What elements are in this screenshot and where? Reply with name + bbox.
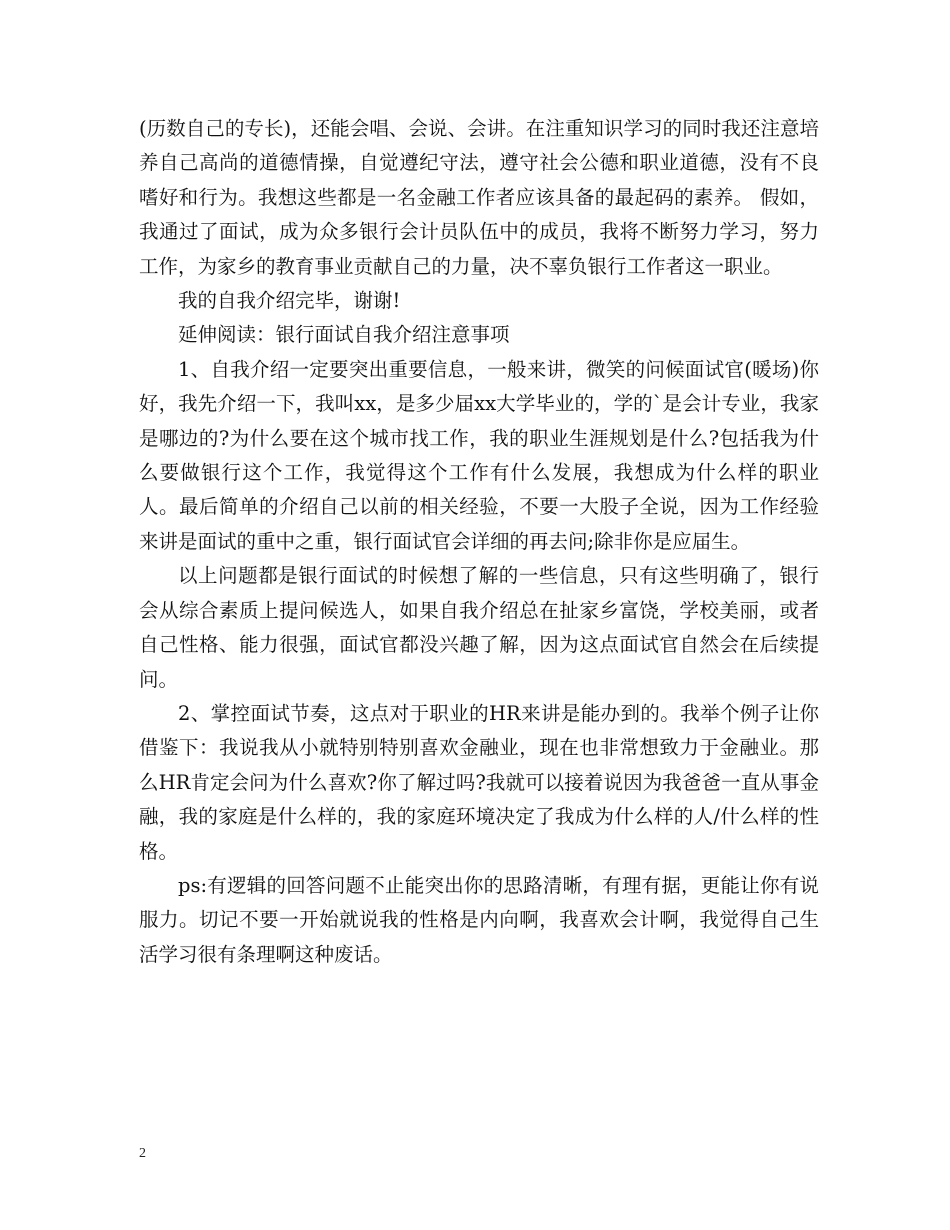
paragraph-closing: 我的自我介绍完毕，谢谢! <box>178 289 401 313</box>
paragraph-tip-1-followup: 以上问题都是银行面试的时候想了解的一些信息，只有这些明确了，银行会从综合素质上提问候选人，如果自我介绍总在扯家乡富饶，学校美丽，或者自己性格、能力很强，面试官都没兴趣了解，因为这点面试官自然会在后续提问。 <box>139 564 819 691</box>
paragraph-extended-reading-heading: 延伸阅读：银行面试自我介绍注意事项 <box>178 323 510 347</box>
paragraph-tip-1: 1、自我介绍一定要突出重要信息，一般来讲，微笑的问候面试官(暖场)你好，我先介绍一下，我叫xx，是多少届xx大学毕业的，学的`是会计专业，我家是哪边的?为什么要在这个城市找工作，我的职业生涯规划是什么?包括我为什么要做银行这个工作，我觉得这个工作有什么发展，我想成为什么样的职业人。最后简单的介绍自己以前的相关经验，不要一大股子全说，因为工作经验来讲是面试的重中之重，银行面试官会详细的再去问;除非你是应届生。 <box>139 357 819 553</box>
page-number: 2 <box>139 1146 146 1161</box>
document-body <box>139 112 819 972</box>
paragraph-tip-2: 2、掌控面试节奏，这点对于职业的HR来讲是能办到的。我举个例子让你借鉴下：我说我从小就特别特别喜欢金融业，现在也非常想致力于金融业。那么HR肯定会问为什么喜欢?你了解过吗?我就可以接着说因为我爸爸一直从事金融，我的家庭是什么样的，我的家庭环境决定了我成为什么样的人/什么样的性格。 <box>139 701 819 863</box>
paragraph-intro-continued: (历数自己的专长)，还能会唱、会说、会讲。在注重知识学习的同时我还注意培养自己高尚的道德情操，自觉遵纪守法，遵守社会公德和职业道德，没有不良嗜好和行为。我想这些都是一名金融工作者应该具备的最起码的素养。 假如，我通过了面试，成为众多银行会计员队伍中的成员，我将不断努力学习，努力工作，为家乡的教育事业贡献自己的力量，决不辜负银行工作者这一职业。 <box>139 117 819 278</box>
paragraph-ps-note: ps:有逻辑的回答问题不止能突出你的思路清晰，有理有据，更能让你有说服力。切记不要一开始就说我的性格是内向啊，我喜欢会计啊，我觉得自己生活学习很有条理啊这种废话。 <box>139 873 819 966</box>
